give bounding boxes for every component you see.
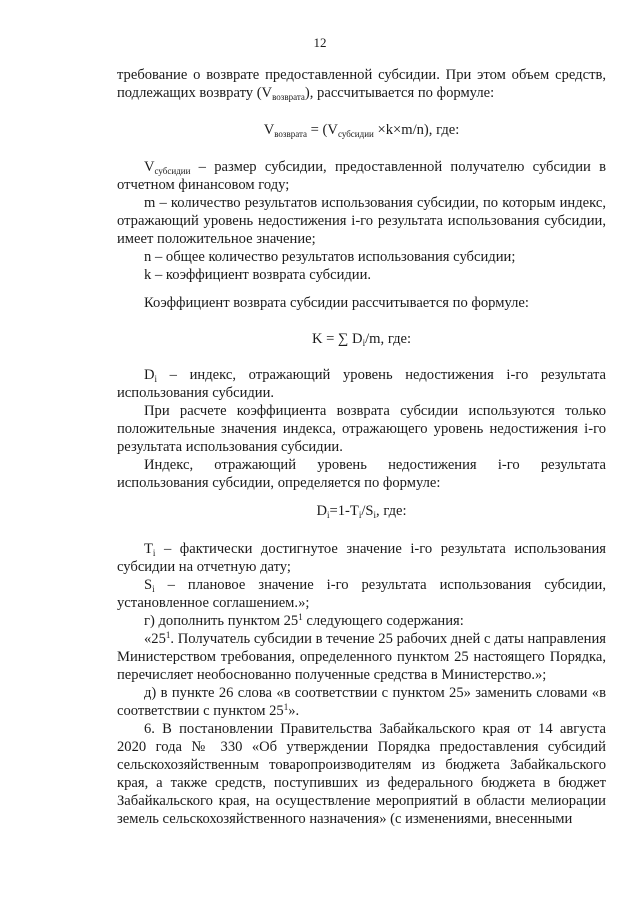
paragraph-index: Индекс, отражающий уровень недостижения i-го результата использования субсидии, определяется по формуле: (117, 457, 606, 491)
paragraph-6: 6. В постановлении Правительства Забайкальского края от 14 августа 2020 года № 330 «Об утверждении Порядка предоставления субсидий сельскохозяйственным товаропроизводителям из бюджета Забайкальского края, а также средств, поступивших из федерального бюджета в бюджет Забайкальского края, на осуществление мероприятий в области мелиорации земель сельскохозяйственного назначения» (с изменениями, внесенными (117, 721, 606, 827)
text-line: подлежащих возврату $(V_{возврата})$, рассчитывается по формуле: (117, 85, 495, 102)
definition-k: k – коэффициент возврата субсидии. (144, 267, 372, 283)
formula-index: $D_i=1-T_i/S_i$, где: (316, 503, 407, 520)
definition-v-subsidy: $V_{субсидии}$ – размер субсидии, предоставленной получателю субсидии в отчетном финансовом году; (117, 159, 606, 193)
definitions-block (117, 158, 606, 284)
definition-ti: $T_i$ – фактически достигнутое значение i-го результата использования субсидии на отчетную дату; (117, 541, 606, 575)
index-definitions (117, 366, 606, 492)
definition-si: $S_i$ – плановое значение i-го результата использования субсидии, установленное соглашением.»; (117, 577, 606, 611)
item-g: г) дополнить пунктом $25^1$ следующего содержания: (144, 612, 464, 629)
definition-m: m – количество результатов использования субсидии, по которым индекс, отражающий уровень недостижения i-го результата использования субсидии, имеет положительное значение; (117, 195, 606, 247)
definition-n: n – общее количество результатов использования субсидии; (144, 249, 516, 265)
text-line: требование о возврате предоставленной субсидии. При этом объем средств, (117, 67, 606, 83)
formula-return-volume: $V_{возврата} = (V_{субсидии} \times k\times m/n)$, где: (263, 122, 460, 139)
paragraph-calculation: При расчете коэффициента возврата субсидии используются только положительные значения индекса, отражающего уровень недостижения i-го результата использования субсидии. (117, 403, 606, 455)
coefficient-intro: Коэффициент возврата субсидии рассчитывается по формуле: (144, 295, 529, 311)
page-number: 12 (313, 35, 327, 50)
definition-di: $D_i$ – индекс, отражающий уровень недостижения i-го результата использования субсидии. (117, 367, 606, 401)
amendment-block (117, 540, 606, 828)
formula-coefficient: K = ∑ $D_i/m$, где: (311, 331, 412, 348)
continuation-paragraph (117, 66, 606, 102)
item-d: д) в пункте 26 слова «в соответствии с пунктом 25» заменить словами «в соответствии с пунктом $25^1$». (117, 685, 606, 719)
quoted-clause-25-1: «$25^1$. Получатель субсидии в течение 25 рабочих дней с даты направления Министерством требования, определенного пунктом 25 настоящего Порядка, перечисляет необоснованно полученные средства в Министерство.»; (117, 630, 606, 683)
